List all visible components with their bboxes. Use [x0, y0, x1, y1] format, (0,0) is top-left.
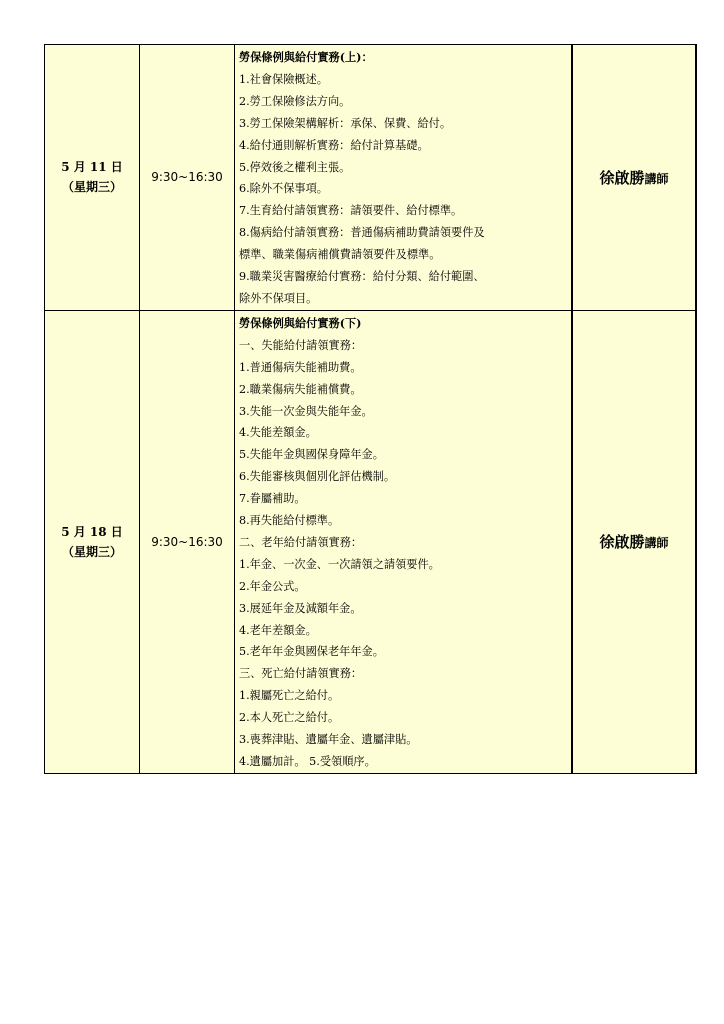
teacher-name: 徐啟勝	[599, 533, 645, 552]
teacher-title: 講師	[644, 536, 669, 551]
date-cell	[45, 45, 140, 311]
teacher-name: 徐啟勝	[599, 168, 645, 187]
teacher-title: 講師	[644, 171, 669, 186]
list-item: 2.勞工保險修法方向。	[239, 94, 351, 108]
list-item: 5.失能年金與國保身障年金。	[239, 448, 384, 462]
list-item: 1.普通傷病失能補助費。	[239, 360, 362, 374]
list-item: 4.失能差額金。	[239, 426, 317, 440]
teacher-cell	[572, 45, 696, 311]
list-item: 5.停效後之權利主張。	[239, 160, 351, 174]
list-item: 1.社會保險概述。	[239, 72, 328, 86]
list-item: 6.失能審核與個別化評估機制。	[239, 470, 396, 484]
list-item: 8.再失能給付標準。	[239, 514, 340, 528]
teacher-cell	[572, 310, 696, 773]
list-item: 4.遺屬加計。 5.受領順序。	[239, 755, 376, 768]
list-item: 一、失能給付請領實務：	[239, 338, 363, 352]
list-item: 3.失能一次金與失能年金。	[239, 404, 373, 418]
list-item: 4.老年差額金。	[239, 623, 317, 637]
table-row	[45, 310, 697, 773]
list-item: 三、死亡給付請領實務：	[239, 667, 363, 681]
session-date: 5 月 18 日	[61, 524, 123, 539]
table-row	[45, 45, 697, 311]
list-item: 7.生育給付請領實務：請領要件、給付標準。	[239, 204, 463, 218]
list-item: 9.職業災害醫療給付實務：給付分類、給付範圍、	[239, 270, 485, 284]
session-weekday: （星期三）	[61, 180, 122, 195]
list-item: 標準、職業傷病補償費請領要件及標準。	[239, 248, 441, 262]
content-cell	[235, 45, 573, 311]
schedule-table	[44, 44, 697, 774]
list-item: 2.年金公式。	[239, 579, 306, 593]
course-title: 勞保條例與給付實務(下)	[239, 315, 362, 330]
list-item: 除外不保項目。	[239, 291, 318, 305]
list-item: 3.展延年金及減額年金。	[239, 601, 362, 615]
list-item: 5.老年年金與國保老年年金。	[239, 645, 384, 659]
list-item: 7.眷屬補助。	[239, 492, 306, 506]
course-title: 勞保條例與給付實務(上)：	[239, 50, 373, 64]
session-date: 5 月 11 日	[61, 160, 123, 175]
list-item: 3.勞工保險架構解析：承保、保費、給付。	[239, 116, 452, 130]
list-item: 4.給付通則解析實務：給付計算基礎。	[239, 138, 429, 152]
list-item: 二、老年給付請領實務：	[239, 535, 363, 549]
list-item: 1.親屬死亡之給付。	[239, 689, 340, 703]
list-item: 2.職業傷病失能補償費。	[239, 382, 362, 396]
list-item: 1.年金、一次金、一次請領之請領要件。	[239, 557, 440, 571]
time-cell: 9:30~16:30	[140, 310, 235, 773]
list-item: 6.除外不保事項。	[239, 182, 328, 196]
session-weekday: （星期三）	[61, 544, 122, 559]
list-item: 2.本人死亡之給付。	[239, 711, 340, 725]
content-cell	[235, 310, 573, 773]
date-cell	[45, 310, 140, 773]
time-cell: 9:30~16:30	[140, 45, 235, 311]
list-item: 3.喪葬津貼、遺屬年金、遺屬津貼。	[239, 733, 418, 747]
list-item: 8.傷病給付請領實務：普通傷病補助費請領要件及	[239, 226, 485, 240]
